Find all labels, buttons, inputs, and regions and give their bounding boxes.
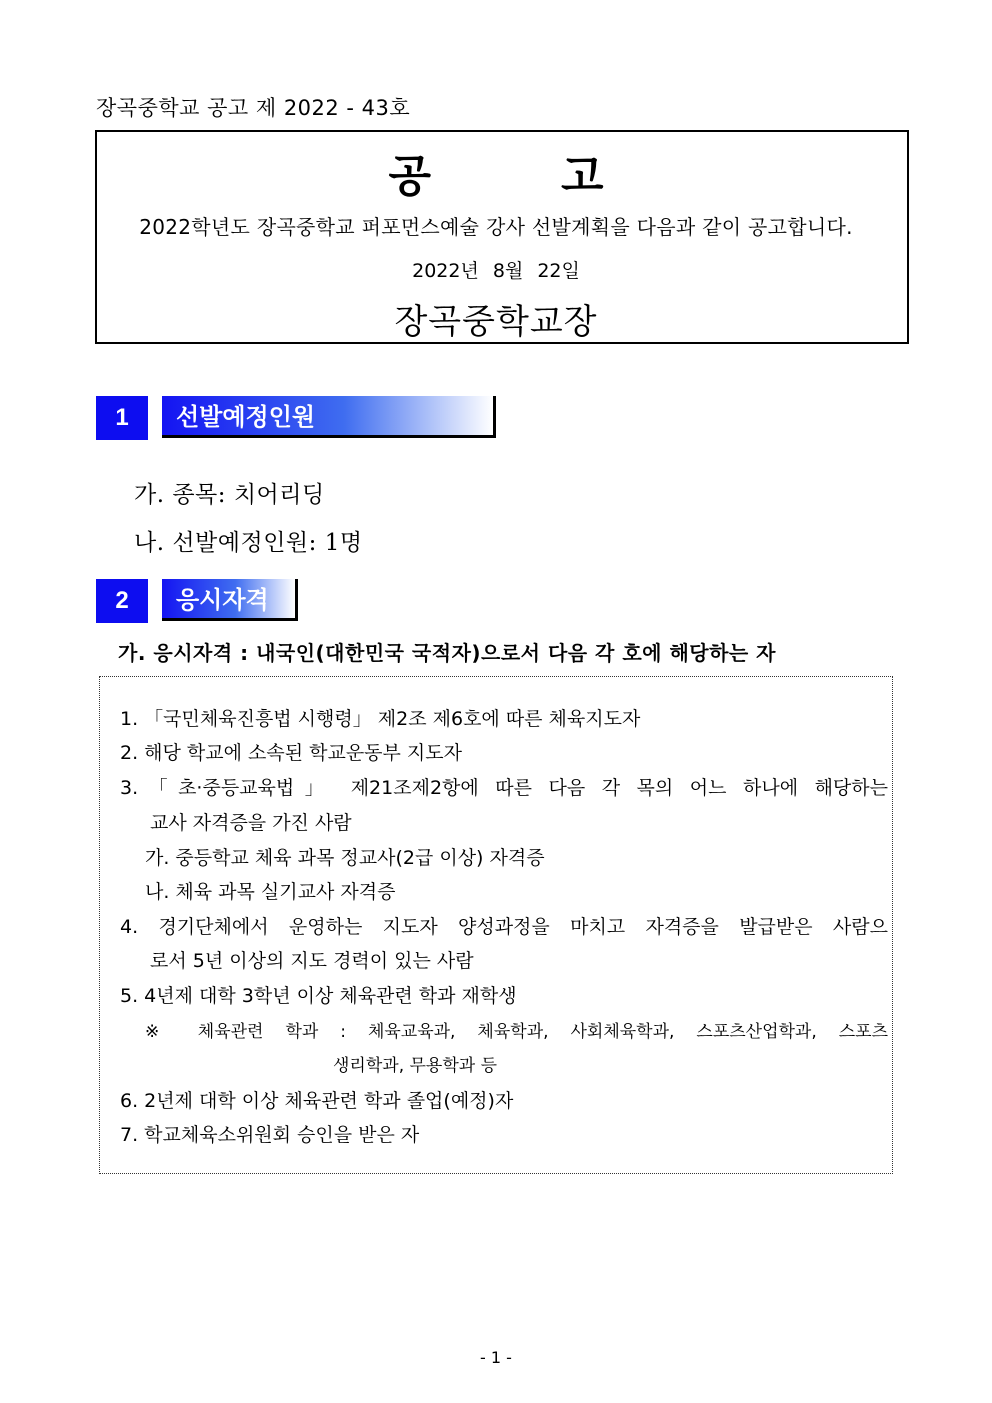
qualification-line: 교사 자격증을 가진 사람	[150, 812, 352, 834]
qualification-line: 3.「초·중등교육법」 제21조제2항에 따른 다음 각 목의 어느 하나에 해당하는	[120, 777, 888, 799]
qualification-line: 1. 「국민체육진흥법 시행령」 제2조 제6호에 따른 체육지도자	[120, 708, 641, 730]
page-number: - 1 -	[480, 1348, 512, 1367]
notice-date: 2022년 8월 22일	[412, 260, 580, 282]
qualification-line: 6. 2년제 대학 이상 체육관련 학과 졸업(예정)자	[120, 1090, 514, 1112]
section-2-title: 응시자격	[162, 579, 298, 621]
qualification-line: 가. 중등학교 체육 과목 정교사(2급 이상) 자격증	[145, 847, 545, 869]
qualification-line: 5. 4년제 대학 3학년 이상 체육관련 학과 재학생	[120, 985, 517, 1007]
qualification-line: 7. 학교체육소위원회 승인을 받은 자	[120, 1124, 420, 1146]
notice-title-right: 고	[561, 151, 604, 202]
notice-body: 2022학년도 장곡중학교 퍼포먼스예술 강사 선발계획을 다음과 같이 공고합니다.	[139, 215, 853, 239]
qualification-line: 4. 경기단체에서 운영하는 지도자 양성과정을 마치고 자격증을 발급받은 사람으	[120, 916, 888, 938]
qualification-note: ※ 체육관련 학과 : 체육교육과, 체육학과, 사회체육학과, 스포츠산업학과, 스포츠	[145, 1022, 888, 1042]
section-1-item: 나. 선발예정인원: 1명	[134, 530, 363, 556]
notice-issuer: 장곡중학교장	[394, 302, 598, 342]
notice-title-left: 공	[388, 151, 431, 202]
notice-number: 장곡중학교 공고 제 2022 - 43호	[96, 96, 411, 120]
qualification-line: 2. 해당 학교에 소속된 학교운동부 지도자	[120, 742, 462, 764]
section-1-number: 1	[96, 396, 148, 440]
notice-title	[0, 140, 992, 204]
qualification-note: 생리학과, 무용학과 등	[333, 1056, 498, 1076]
section-1-item: 가. 종목: 치어리딩	[134, 482, 325, 508]
qualification-line: 로서 5년 이상의 지도 경력이 있는 사람	[150, 950, 474, 972]
qualification-line: 나. 체육 과목 실기교사 자격증	[145, 881, 396, 903]
qualification-heading: 가. 응시자격 : 내국인(대한민국 국적자)으로서 다음 각 호에 해당하는 자	[118, 641, 777, 665]
section-2-number: 2	[96, 579, 148, 623]
section-1-title: 선발예정인원	[162, 396, 496, 438]
